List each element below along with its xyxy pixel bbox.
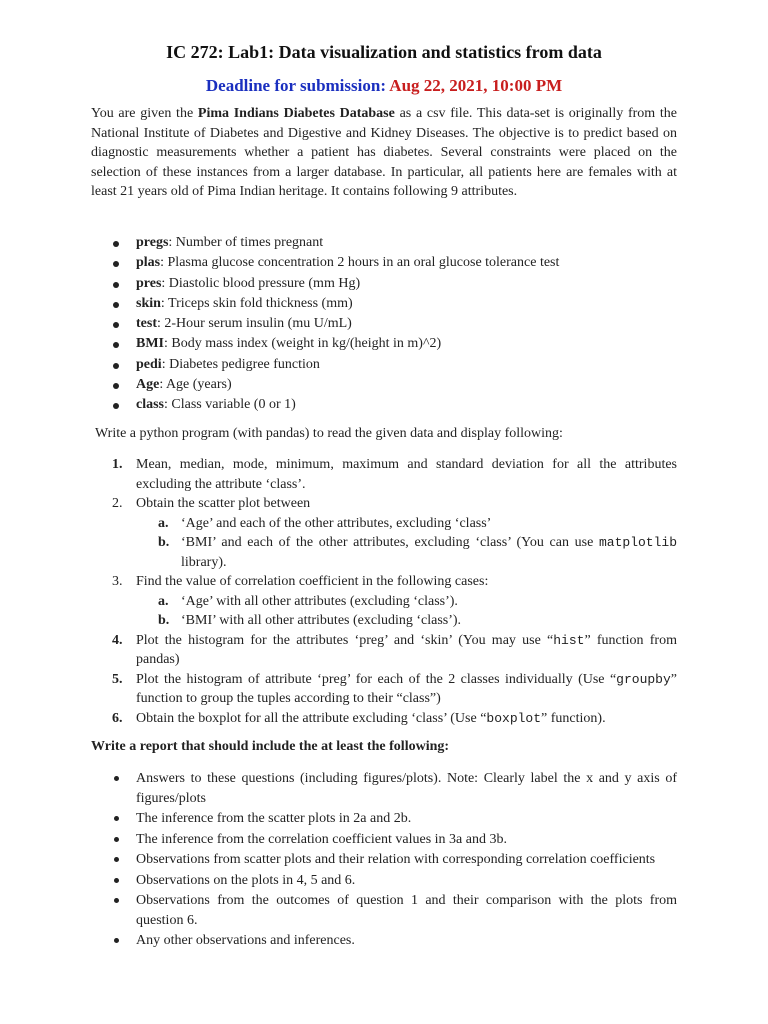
attribute-name: pedi [136,356,162,372]
subtask-text: ‘Age’ with all other attributes (excluding ‘class’). [181,593,458,609]
code-token: groupby [616,671,671,687]
report-item-text: The inference from the scatter plots in 2a and 2b. [136,811,412,826]
task-item-4 [91,631,677,670]
task-number: 4. [112,632,123,648]
attribute-item [91,355,677,375]
attribute-list [91,233,677,416]
attribute-desc: : Triceps skin fold thickness (mm) [160,295,353,311]
bullet-icon [114,898,119,903]
bullet-icon [113,322,119,328]
task-text-post: ” function). [541,710,606,726]
task-number: 2. [112,496,123,511]
attribute-item [91,233,677,253]
bullet-icon [113,383,119,389]
attribute-name: skin [136,295,161,311]
task-number: 6. [112,710,123,726]
report-item-text: Observations on the plots in 4, 5 and 6. [136,872,356,888]
report-item [91,769,677,808]
attribute-desc: : 2-Hour serum insulin (mu U/mL) [157,316,352,332]
bullet-icon [114,837,119,842]
attribute-name: pres [136,275,162,291]
report-item [91,830,677,850]
document-title: IC 272: Lab1: Data visualization and statistics from data [166,42,602,62]
task-text-pre: Plot the histogram for the attributes ‘preg’ and ‘skin’ (You may use “ [136,632,554,648]
subtask-2a [91,514,677,534]
attribute-desc: : Number of times pregnant [168,235,324,250]
subtask-letter: a. [158,515,169,531]
task-item-6 [91,709,677,729]
report-item [91,891,677,930]
task-intro: Write a python program (with pandas) to read the given data and display following: [95,426,563,441]
task-text: Find the value of correlation coefficient in the following cases: [136,574,489,589]
task-number: 3. [112,574,123,589]
task-number: 1. [112,457,123,472]
deadline-label: Deadline for submission: [205,76,390,95]
bullet-icon [114,776,119,781]
task-item-2 [91,494,677,514]
attribute-name: Age [136,377,160,393]
attribute-name: BMI [136,336,164,352]
attribute-desc: : Body mass index (weight in kg/(height in m)^2) [164,336,442,352]
task-text: Mean, median, mode, minimum, maximum and standard deviation for all the attributes excluding the attribute ‘class’. [136,457,677,492]
task-text: Obtain the scatter plot between [136,496,311,511]
database-name: Pima Indians Diabetes Database [197,106,395,121]
subtask-letter: b. [158,535,170,550]
subtask-text-pre: ‘BMI’ and each of the other attributes, excluding ‘class’ (You can use [181,535,599,550]
bullet-icon [114,938,119,943]
task-text-post: ” function from pandas) [136,632,677,667]
intro-pre: You are given the [91,106,198,121]
task-text-post: ” function to group the tuples according to their “class”) [136,671,677,706]
intro-paragraph [91,104,677,202]
attribute-name: test [136,316,157,332]
bullet-icon [114,857,119,862]
attribute-item [91,274,677,294]
report-item [91,809,677,829]
report-item [91,871,677,891]
attribute-item [91,253,677,273]
report-list [91,769,677,952]
attribute-desc: : Diabetes pedigree function [161,356,320,372]
subtask-3b [91,611,677,631]
task-number: 5. [112,671,123,687]
attribute-item [91,395,677,415]
task-text-pre: Plot the histogram of attribute ‘preg’ for each of the 2 classes individually (Use “ [136,671,617,687]
attribute-desc: : Age (years) [159,377,232,393]
subtask-letter: b. [158,613,170,628]
attribute-item [91,375,677,395]
bullet-icon [114,878,119,883]
attribute-name: class [136,397,164,413]
bullet-icon [113,261,119,267]
bullet-icon [113,241,119,247]
report-item [91,931,677,951]
bullet-icon [113,302,119,308]
task-list [91,455,677,728]
intro-post: as a csv file. This data-set is originally from the National Institute of Diabetes and Digestive and Kidney Diseases. The objective is to predict based on diagnostic measurements whether a patient has diabetes. Several constraints were placed on the selection of these instances from a larger database. In particular, all patients here are females with at least 21 years old of Pima Indian heritage. It contains following 9 attributes. [91,106,677,199]
task-item-1 [91,455,677,494]
task-item-5 [91,670,677,709]
subtask-text: ‘BMI’ with all other attributes (excluding ‘class’). [181,613,462,628]
report-item-text: Answers to these questions (including figures/plots). Note: Clearly label the x and y axis of figures/plots [136,771,677,806]
report-heading: Write a report that should include the at least the following: [91,739,450,754]
code-token: matplotlib [598,535,677,550]
subtask-letter: a. [158,593,169,609]
deadline-line [0,76,768,96]
attribute-item [91,314,677,334]
report-item-text: Observations from the outcomes of question 1 and their comparison with the plots from question 6. [136,893,677,928]
subtask-text-post: library). [181,554,227,570]
task-item-3 [91,572,677,592]
bullet-icon [114,816,119,821]
attribute-name: pregs [136,235,169,250]
report-item-text: Observations from scatter plots and their relation with corresponding correlation coefficients [136,852,656,867]
report-item [91,850,677,870]
bullet-icon [113,342,119,348]
deadline-value: Aug 22, 2021, 10:00 PM [389,76,563,95]
bullet-icon [113,403,119,409]
attribute-item [91,334,677,354]
code-token: boxplot [486,710,542,726]
bullet-icon [113,363,119,369]
attribute-name: plas [136,255,161,271]
report-item-text: Any other observations and inferences. [136,933,355,948]
attribute-desc: : Diastolic blood pressure (mm Hg) [161,275,361,291]
subtask-2b [91,533,677,572]
attribute-item [91,294,677,314]
bullet-icon [113,282,119,288]
attribute-desc: : Plasma glucose concentration 2 hours in an oral glucose tolerance test [160,255,560,271]
report-item-text: The inference from the correlation coefficient values in 3a and 3b. [136,831,507,847]
attribute-desc: : Class variable (0 or 1) [164,397,296,413]
subtask-text: ‘Age’ and each of the other attributes, excluding ‘class’ [181,515,492,531]
task-text-pre: Obtain the boxplot for all the attribute excluding ‘class’ (Use “ [136,710,487,726]
subtask-3a [91,592,677,612]
code-token: hist [553,632,585,648]
